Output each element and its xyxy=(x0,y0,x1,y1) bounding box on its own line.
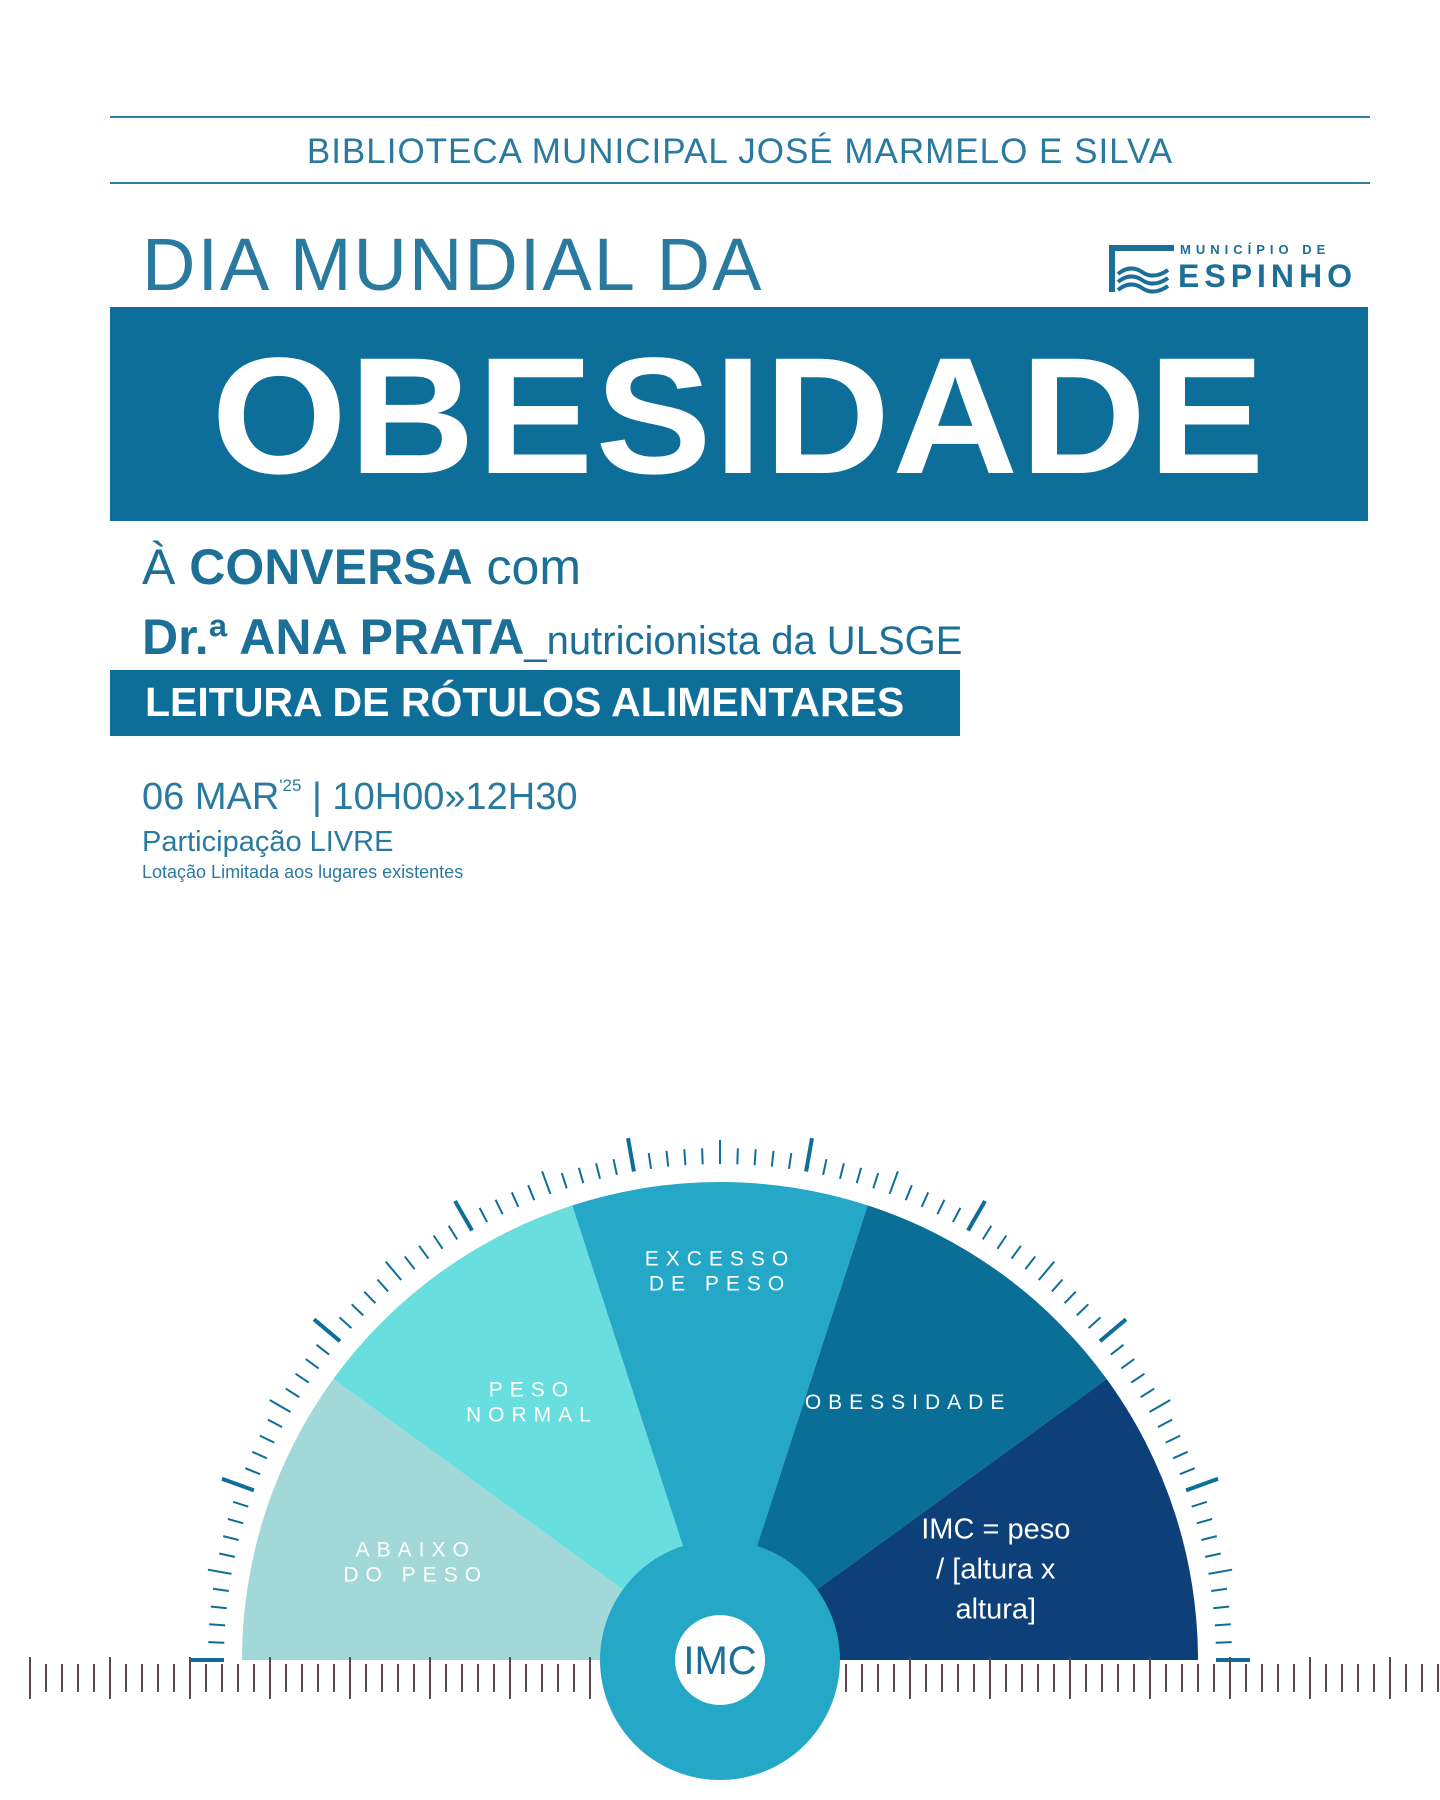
gauge-tick xyxy=(1052,1280,1063,1292)
gauge-tick xyxy=(702,1148,703,1164)
gauge-tick xyxy=(352,1304,364,1315)
gauge-tick xyxy=(222,1479,254,1491)
gauge-tick xyxy=(314,1319,340,1341)
gauge-tick xyxy=(405,1257,415,1270)
gauge-tick xyxy=(562,1173,567,1188)
gauge-label-2-1: DE PESO xyxy=(648,1272,792,1296)
title-main: OBESIDADE xyxy=(211,324,1267,509)
gauge-tick xyxy=(1216,1642,1232,1643)
gauge-tick xyxy=(480,1208,488,1222)
gauge-tick xyxy=(1215,1624,1231,1625)
gauge-tick xyxy=(542,1171,550,1194)
gauge-tick xyxy=(296,1374,309,1383)
gauge-label-2-0: EXCESSO xyxy=(644,1247,796,1271)
gauge-tick xyxy=(906,1185,912,1200)
talk-line xyxy=(142,538,581,596)
gauge-tick xyxy=(317,1345,330,1355)
gauge-tick xyxy=(1121,1359,1134,1368)
venue-rule xyxy=(110,182,1370,184)
gauge-tick xyxy=(1173,1452,1188,1459)
gauge-tick xyxy=(628,1138,634,1171)
gauge-tick xyxy=(596,1163,600,1179)
gauge-tick xyxy=(1197,1519,1212,1523)
participation-text: Participação LIVRE xyxy=(142,826,394,858)
gauge-tick xyxy=(211,1607,227,1609)
gauge-tick xyxy=(228,1519,243,1523)
gauge-tick xyxy=(286,1389,300,1398)
gauge-label-4-1: / [altura x xyxy=(936,1553,1056,1586)
event-year: '25 xyxy=(279,776,302,795)
event-datetime xyxy=(142,776,578,819)
gauge-tick xyxy=(419,1246,428,1259)
talk-suffix: com xyxy=(486,539,582,595)
venue-name: BIBLIOTECA MUNICIPAL JOSÉ MARMELO E SILVA xyxy=(306,132,1174,171)
gauge-tick xyxy=(1100,1319,1126,1341)
gauge-tick xyxy=(386,1262,401,1280)
gauge-label-0-1: DO PESO xyxy=(343,1563,489,1587)
gauge-tick xyxy=(364,1292,375,1304)
gauge-tick xyxy=(377,1280,388,1292)
gauge-tick xyxy=(219,1554,235,1557)
gauge-tick xyxy=(208,1570,232,1574)
logo-line-2: ESPINHO xyxy=(1178,258,1358,294)
gauge-tick xyxy=(1213,1607,1229,1609)
event-date: 06 MAR xyxy=(142,776,280,818)
gauge-tick xyxy=(789,1153,791,1169)
gauge-tick xyxy=(340,1317,352,1328)
gauge-tick xyxy=(684,1149,685,1165)
gauge-tick xyxy=(1131,1374,1144,1383)
gauge-label-4-0: IMC = peso xyxy=(921,1513,1071,1546)
gauge-tick xyxy=(1186,1479,1218,1491)
gauge-tick xyxy=(233,1502,248,1507)
capacity-text: Lotação Limitada aos lugares existentes xyxy=(142,862,464,882)
gauge-tick xyxy=(512,1192,519,1207)
event-time: | 10H00»12H30 xyxy=(312,776,578,818)
wave-logo-icon xyxy=(1108,240,1178,296)
gauge-tick xyxy=(434,1236,443,1249)
gauge-tick xyxy=(528,1185,534,1200)
gauge-tick xyxy=(614,1159,617,1175)
speaker-role: _nutricionista da ULSGE xyxy=(524,619,963,663)
top-rule xyxy=(110,116,1370,118)
gauge-tick xyxy=(873,1173,878,1188)
gauge-tick xyxy=(772,1151,774,1167)
gauge-tick xyxy=(1111,1345,1124,1355)
gauge-label-1-1: NORMAL xyxy=(465,1403,598,1427)
gauge-tick xyxy=(579,1168,583,1183)
gauge-tick xyxy=(1039,1262,1054,1280)
gauge-tick xyxy=(983,1226,992,1240)
gauge-tick xyxy=(997,1236,1006,1249)
gauge-tick xyxy=(213,1589,229,1591)
gauge-tick xyxy=(1166,1436,1180,1443)
gauge-tick xyxy=(953,1208,961,1222)
gauge-tick xyxy=(922,1192,929,1207)
gauge-tick xyxy=(1209,1570,1233,1574)
gauge-tick xyxy=(806,1138,812,1171)
imc-center-label: IMC xyxy=(683,1639,757,1683)
gauge-tick xyxy=(1158,1420,1172,1428)
gauge-tick xyxy=(1150,1400,1171,1412)
gauge-tick xyxy=(1211,1589,1227,1591)
gauge-tick xyxy=(937,1200,944,1214)
gauge-tick xyxy=(840,1163,844,1179)
gauge-tick xyxy=(449,1226,458,1240)
gauge-tick xyxy=(260,1436,274,1443)
gauge-tick xyxy=(1141,1389,1155,1398)
gauge-tick xyxy=(1201,1536,1217,1540)
title-top: DIA MUNDIAL DA xyxy=(142,223,764,306)
gauge-tick xyxy=(1012,1246,1021,1259)
speaker-line xyxy=(142,608,962,666)
gauge-tick xyxy=(890,1171,898,1194)
gauge-tick xyxy=(270,1400,291,1412)
gauge-tick xyxy=(1192,1502,1207,1507)
gauge-label-4-2: altura] xyxy=(955,1593,1037,1626)
gauge-tick xyxy=(1025,1257,1035,1270)
logo-line-1: MUNICÍPIO DE xyxy=(1180,242,1331,257)
gauge-tick xyxy=(496,1200,503,1214)
gauge-tick xyxy=(857,1168,861,1183)
gauge-tick xyxy=(737,1148,738,1164)
gauge-tick xyxy=(209,1624,225,1625)
municipality-logo xyxy=(1108,240,1370,296)
gauge-label-1-0: PESO xyxy=(488,1378,576,1402)
gauge-tick xyxy=(1180,1468,1195,1474)
gauge-tick xyxy=(208,1642,224,1643)
gauge-tick xyxy=(755,1149,756,1165)
gauge-tick xyxy=(1089,1317,1101,1328)
gauge-label-0-0: ABAIXO xyxy=(355,1538,476,1562)
subject-text: LEITURA DE RÓTULOS ALIMENTARES xyxy=(145,679,905,725)
gauge-tick xyxy=(245,1468,260,1474)
gauge-tick xyxy=(968,1201,985,1231)
speaker-name: Dr.ª ANA PRATA xyxy=(142,609,525,665)
gauge-tick xyxy=(823,1159,826,1175)
gauge-tick xyxy=(252,1452,267,1459)
bmi-gauge xyxy=(0,1120,1440,1800)
talk-keyword: CONVERSA xyxy=(189,539,473,595)
gauge-tick xyxy=(306,1359,319,1368)
gauge-tick xyxy=(1205,1554,1221,1557)
gauge-tick xyxy=(1065,1292,1076,1304)
gauge-tick xyxy=(223,1536,239,1540)
gauge-label-3-0: OBESSIDADE xyxy=(804,1391,1012,1415)
gauge-tick xyxy=(455,1201,472,1231)
gauge-tick xyxy=(649,1153,651,1169)
gauge-tick xyxy=(1077,1304,1089,1315)
gauge-tick xyxy=(667,1151,669,1167)
gauge-tick xyxy=(268,1420,282,1428)
talk-prefix: À xyxy=(142,539,176,595)
